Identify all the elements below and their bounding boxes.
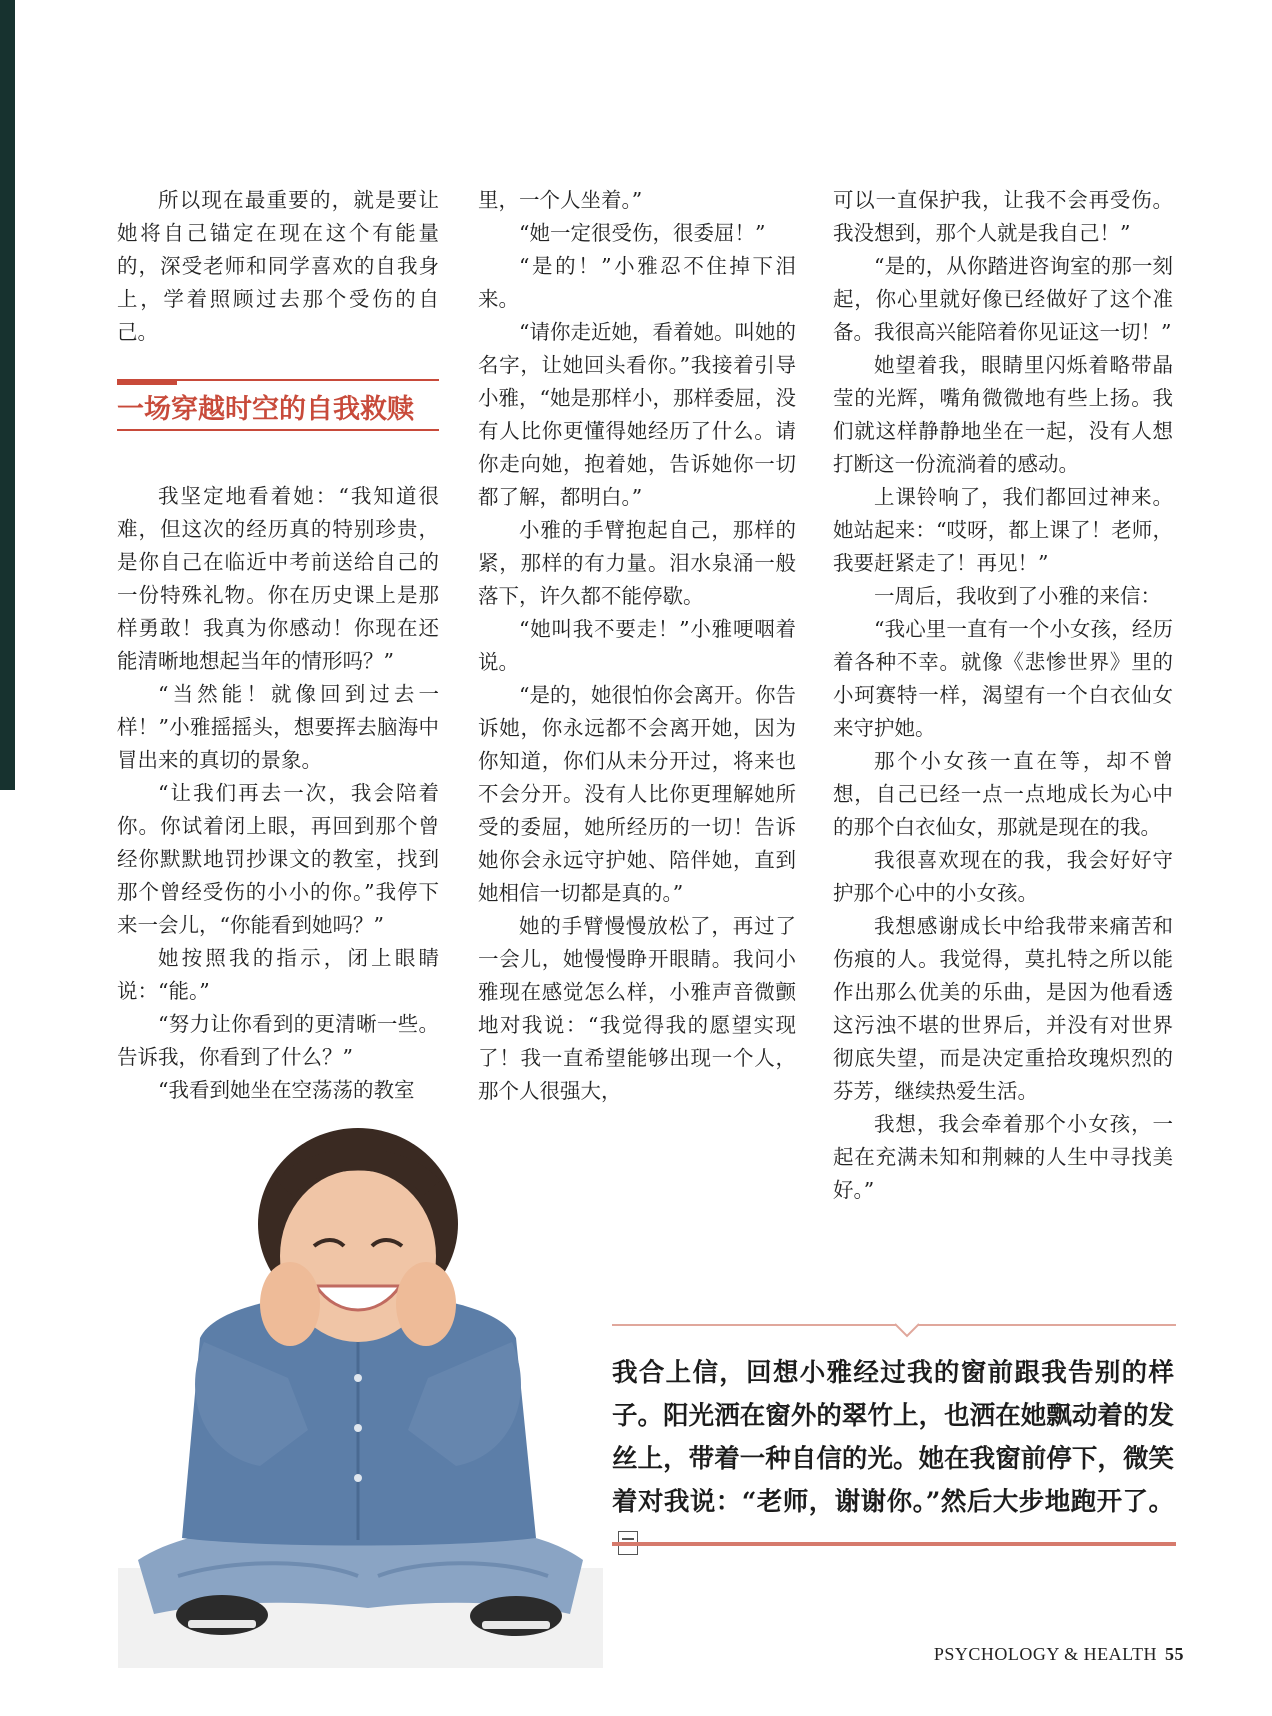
page-edge-bar — [0, 0, 15, 790]
paragraph: 我想感谢成长中给我带来痛苦和伤痕的人。我觉得，莫扎特之所以能作出那么优美的乐曲，是因为他看透这污浊不堪的世界后，并没有对世界彻底失望，而是决定重拾玫瑰炽烈的芬芳，继续热爱生活。 — [833, 914, 1173, 1103]
section-heading-box — [117, 379, 439, 431]
pull-quote-text: 我合上信，回想小雅经过我的窗前跟我告别的样子。阳光洒在窗外的翠竹上，也洒在她飘动着的发丝上，带着一种自信的光。她在我窗前停下，微笑着对我说：“老师，谢谢你。”然后大步地跑开了。 — [612, 1358, 1174, 1517]
quote-divider-bottom — [612, 1542, 1176, 1546]
paragraph: “她一定很受伤，很委屈！” — [519, 221, 766, 245]
paragraph: 那个小女孩一直在等，却不曾想，自己已经一点一点地成长为心中的那个白衣仙女，那就是现在的我。 — [833, 749, 1173, 839]
paragraph: 她望着我，眼睛里闪烁着略带晶莹的光辉，嘴角微微地有些上扬。我们就这样静静地坐在一起，没有人想打断这一份流淌着的感动。 — [833, 353, 1173, 476]
pull-quote — [612, 1352, 1174, 1567]
article-column-3 — [833, 184, 1173, 1207]
paragraph: 所以现在最重要的，就是要让她将自己锚定在现在这个有能量的，深受老师和同学喜欢的自我身上，学着照顾过去那个受伤的自己。 — [117, 188, 439, 344]
paragraph: 小雅的手臂抱起自己，那样的紧，那样的有力量。泪水泉涌一般落下，许久都不能停歇。 — [478, 518, 796, 608]
article-column-1 — [117, 184, 439, 1107]
magazine-name: PSYCHOLOGY & HEALTH — [933, 1644, 1157, 1664]
section-heading: 一场穿越时空的自我救赎 — [117, 394, 414, 425]
paragraph: “当然能！就像回到过去一样！”小雅摇摇头，想要挥去脑海中冒出来的真切的景象。 — [117, 682, 439, 772]
quote-divider-top — [612, 1324, 1176, 1326]
quote-notch — [895, 1314, 919, 1338]
paragraph: 我想，我会牵着那个小女孩，一起在充满未知和荆棘的人生中寻找美好。” — [833, 1112, 1173, 1202]
paragraph: “是的，从你踏进咨询室的那一刻起，你心里就好像已经做好了这个准备。我很高兴能陪着你见证这一切！” — [833, 254, 1173, 344]
paragraph: 一周后，我收到了小雅的来信： — [874, 584, 1161, 608]
paragraph: “努力让你看到的更清晰一些。告诉我，你看到了什么？” — [117, 1012, 439, 1069]
paragraph: “让我们再去一次，我会陪着你。你试着闭上眼，再回到那个曾经你默默地罚抄课文的教室，找到那个曾经受伤的小小的你。”我停下来一会儿，“你能看到她吗？” — [117, 781, 439, 937]
paragraph: “是的！”小雅忍不住掉下泪来。 — [478, 254, 796, 311]
paragraph: “我看到她坐在空荡荡的教室 — [158, 1078, 415, 1102]
page-number: 55 — [1165, 1644, 1184, 1664]
paragraph: 我很喜欢现在的我，我会好好守护那个心中的小女孩。 — [833, 848, 1173, 905]
paragraph-continued: 里，一个人坐着。” — [478, 188, 643, 212]
article-column-2 — [478, 184, 796, 1108]
paragraph: “请你走近她，看着她。叫她的名字，让她回头看你。”我接着引导小雅，“她是那样小，那样委屈，没有人比你更懂得她经历了什么。请你走向她，抱着她，告诉她你一切都了解，都明白。” — [478, 320, 796, 509]
paragraph: 她的手臂慢慢放松了，再过了一会儿，她慢慢睁开眼睛。我问小雅现在感觉怎么样，小雅声音微颤地对我说：“我觉得我的愿望实现了！我一直希望能够出现一个人，那个人很强大， — [478, 914, 796, 1103]
paragraph: “我心里一直有一个小女孩，经历着各种不幸。就像《悲惨世界》里的小珂赛特一样，渴望有一个白衣仙女来守护她。 — [833, 617, 1173, 740]
girl-photo — [118, 1128, 603, 1668]
paragraph: “是的，她很怕你会离开。你告诉她，你永远都不会离开她，因为你知道，你们从未分开过，将来也不会分开。没有人比你更理解她所受的委屈，她所经历的一切！告诉她你会永远守护她、陪伴她，直到她相信一切都是真的。” — [478, 683, 796, 905]
paragraph: 她按照我的指示，闭上眼睛说：“能。” — [117, 946, 439, 1003]
paragraph: 上课铃响了，我们都回过神来。她站起来：“哎呀，都上课了！老师，我要赶紧走了！再见！” — [833, 485, 1173, 575]
paragraph: 我坚定地看着她：“我知道很难，但这次的经历真的特别珍贵，是你自己在临近中考前送给自己的一份特殊礼物。你在历史课上是那样勇敢！我真为你感动！你现在还能清晰地想起当年的情形吗？” — [117, 484, 439, 673]
page-footer — [934, 1644, 1184, 1665]
paragraph-continued: 可以一直保护我，让我不会再受伤。我没想到，那个人就是我自己！” — [833, 188, 1173, 245]
paragraph: “她叫我不要走！”小雅哽咽着说。 — [478, 617, 796, 674]
